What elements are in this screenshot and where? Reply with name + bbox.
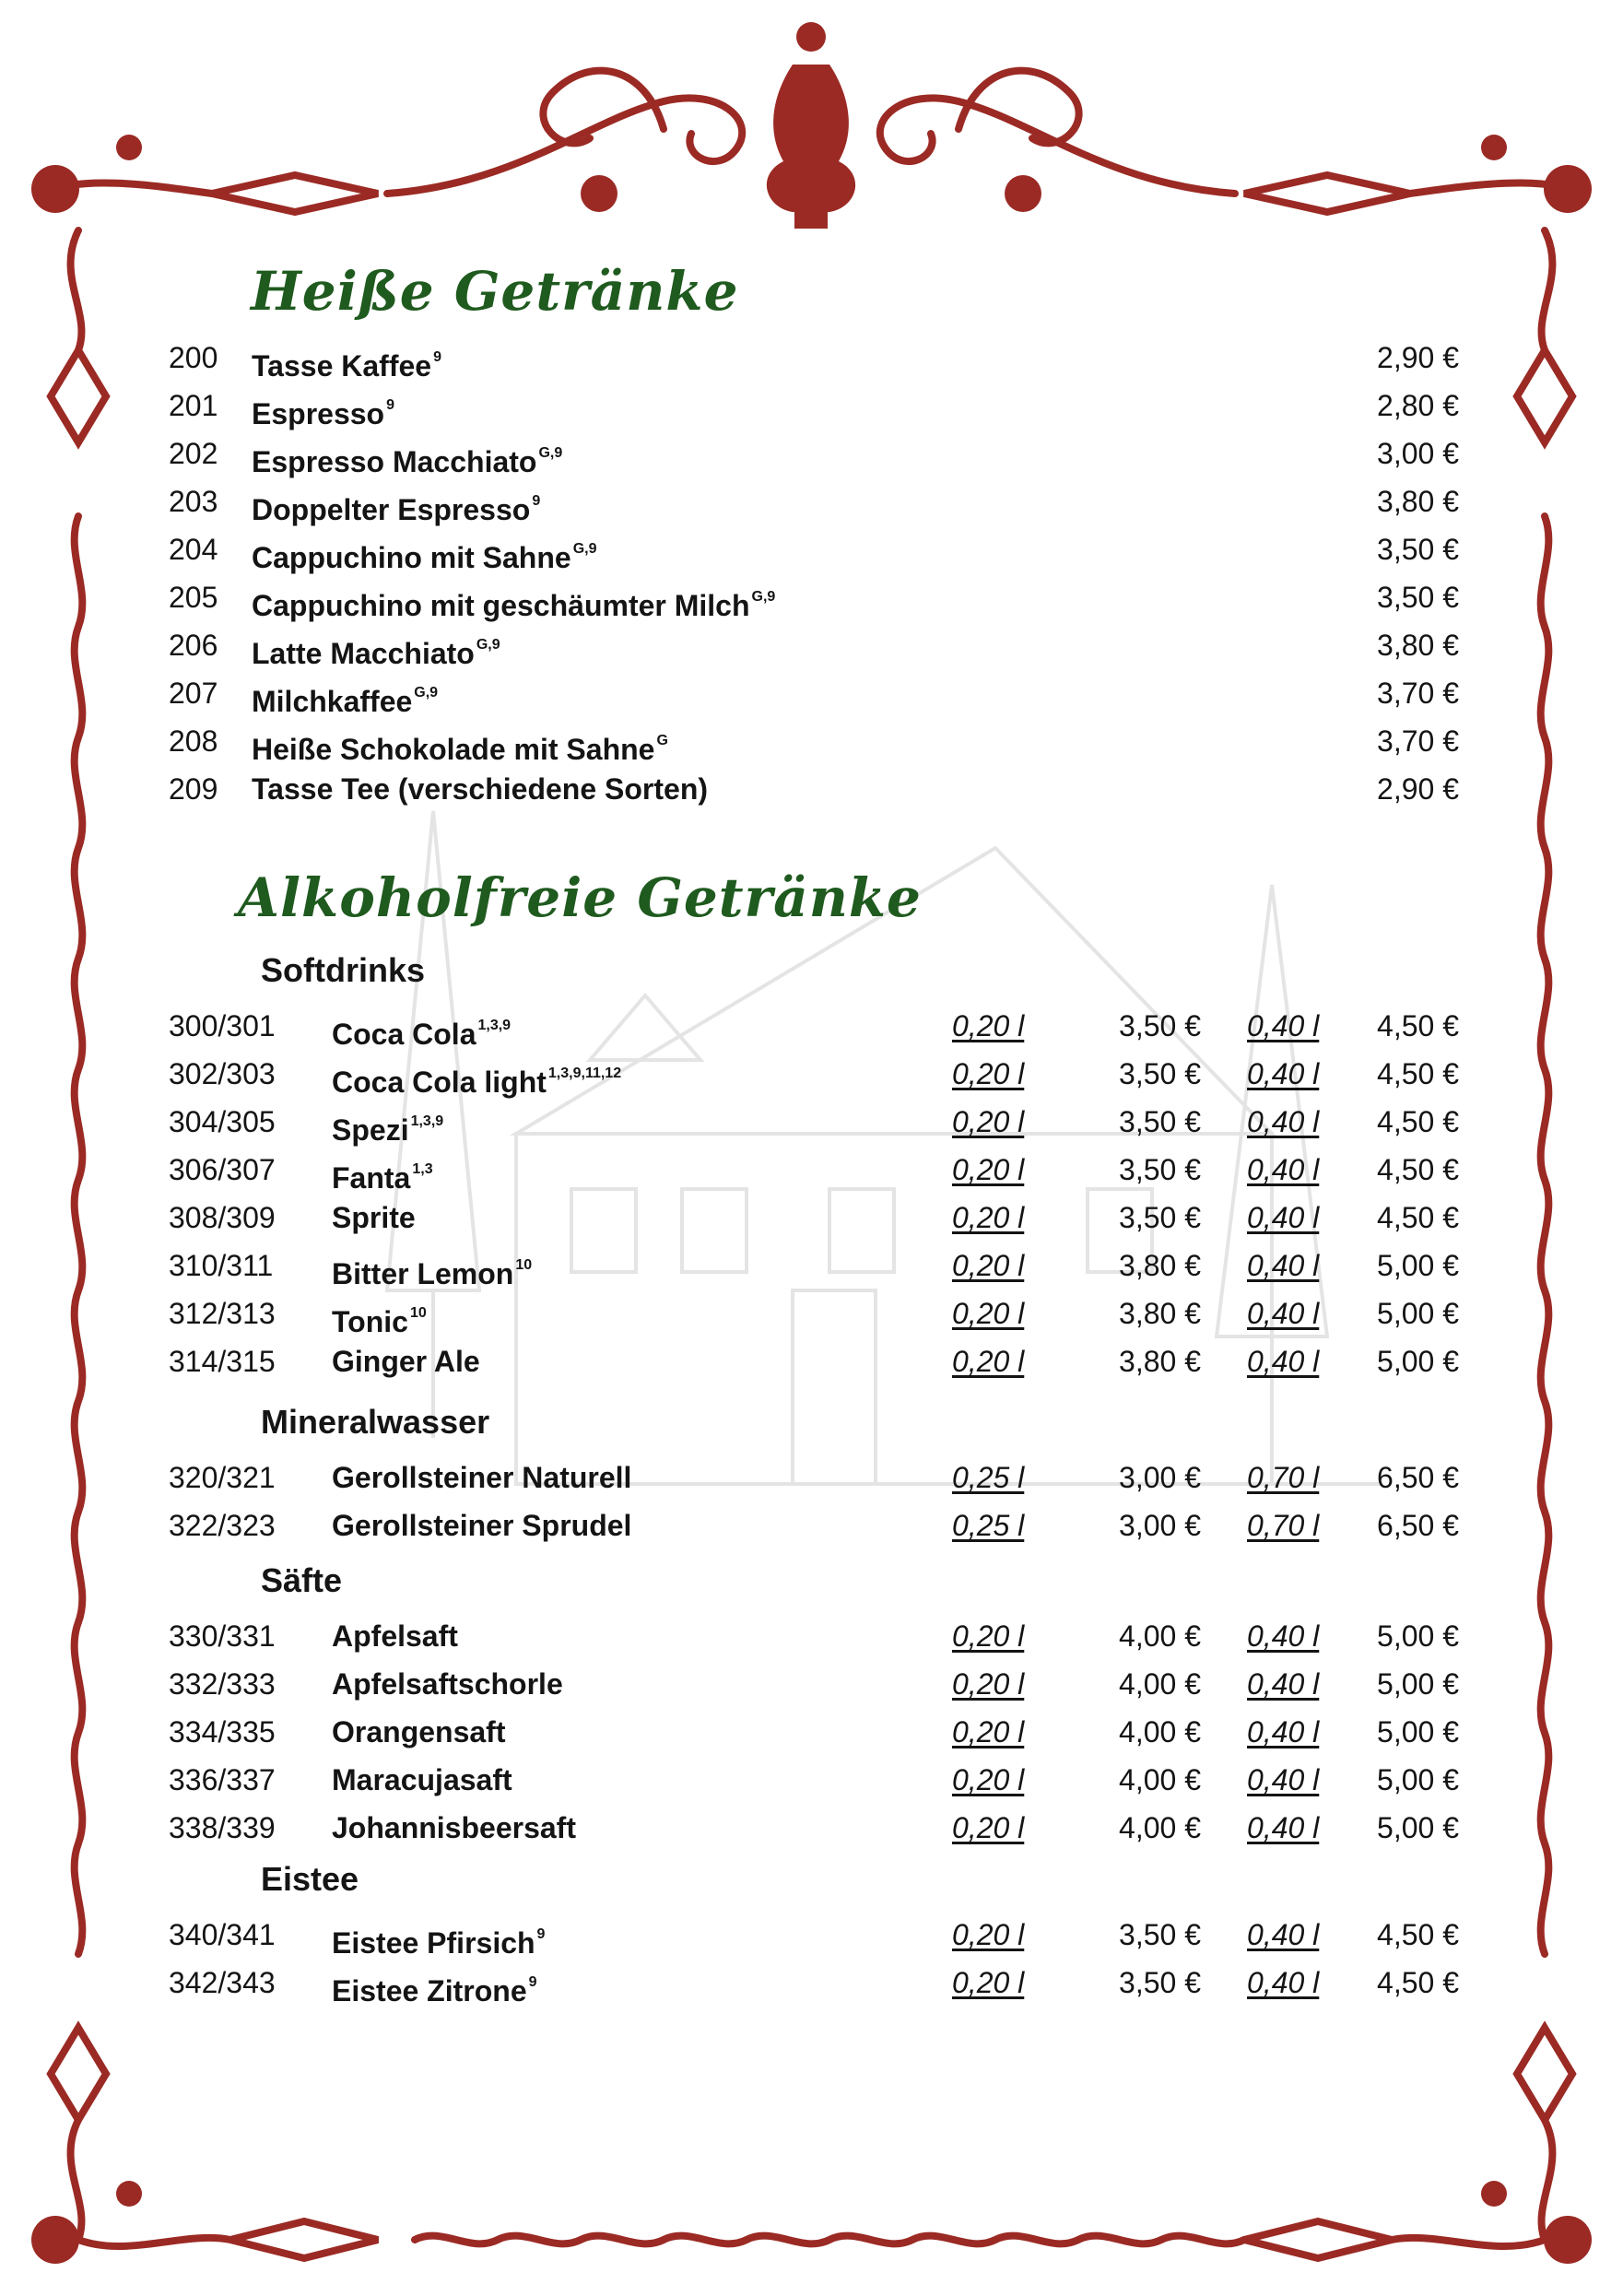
large-price: 4,50 € (1377, 1966, 1459, 1999)
large-price: 4,50 € (1377, 1153, 1459, 1186)
large-volume: 0,70 l (1247, 1461, 1320, 1494)
small-volume: 0,20 l (952, 1249, 1025, 1282)
item-price: 2,90 € (1377, 341, 1459, 374)
item-number: 308/309 (169, 1201, 276, 1234)
small-price: 3,50 € (1119, 1153, 1201, 1186)
item-name: Maracujasaft (332, 1763, 512, 1796)
item-number: 340/341 (169, 1918, 276, 1951)
large-volume: 0,40 l (1247, 1105, 1320, 1138)
drink-row (169, 1454, 1459, 1501)
item-number: 312/313 (169, 1297, 276, 1330)
small-volume: 0,25 l (952, 1461, 1025, 1494)
small-price: 3,80 € (1119, 1345, 1201, 1378)
drink-row (169, 1242, 1459, 1289)
allergen-footnote: 9 (386, 397, 394, 413)
item-number: 338/339 (169, 1811, 276, 1844)
small-volume: 0,20 l (952, 1105, 1025, 1138)
item-name: Heiße Schokolade mit Sahne $^G$ (252, 733, 668, 766)
drink-row (169, 1959, 1459, 2007)
large-volume: 0,40 l (1247, 1249, 1320, 1282)
item-price: 3,70 € (1377, 724, 1459, 758)
small-price: 4,00 € (1119, 1667, 1201, 1701)
hot-drink-row (169, 669, 1459, 717)
hot-drink-row (169, 717, 1459, 765)
allergen-footnote: 1,3,9 (410, 1113, 444, 1129)
large-price: 5,00 € (1377, 1249, 1459, 1282)
item-price: 2,80 € (1377, 389, 1459, 422)
large-price: 6,50 € (1377, 1461, 1459, 1494)
small-price: 3,50 € (1119, 1966, 1201, 1999)
soft-drinks-title: Alkoholfreie Getränke (238, 866, 922, 929)
small-volume: 0,20 l (952, 1057, 1025, 1090)
item-number: 203 (169, 485, 218, 518)
item-name: Coca Cola $^{1,3,9}$ (332, 1018, 512, 1051)
item-number: 209 (169, 772, 218, 806)
large-volume: 0,40 l (1247, 1966, 1320, 1999)
large-volume: 0,40 l (1247, 1619, 1320, 1653)
item-name: Cappuchino mit Sahne $^{G,9}$ (252, 541, 597, 574)
allergen-footnote: G,9 (751, 589, 776, 605)
drink-row (169, 1911, 1459, 1959)
item-name: Apfelsaftschorle (332, 1667, 563, 1701)
large-volume: 0,40 l (1247, 1918, 1320, 1951)
large-price: 5,00 € (1377, 1297, 1459, 1330)
item-number: 304/305 (169, 1105, 276, 1138)
hot-drink-row (169, 621, 1459, 669)
large-price: 4,50 € (1377, 1057, 1459, 1090)
item-name: Ginger Ale (332, 1345, 480, 1378)
allergen-footnote: G (656, 733, 668, 748)
allergen-footnote: G,9 (572, 541, 597, 557)
drink-row (169, 1660, 1459, 1708)
small-price: 3,50 € (1119, 1009, 1201, 1042)
item-name: Bitter Lemon $^{10}$ (332, 1257, 533, 1290)
large-volume: 0,40 l (1247, 1297, 1320, 1330)
item-number: 322/323 (169, 1509, 276, 1542)
item-name: Orangensaft (332, 1715, 506, 1748)
item-name: Coca Cola light $^{1,3,9,11,12}$ (332, 1066, 622, 1099)
small-price: 4,00 € (1119, 1619, 1201, 1653)
hot-drink-row (169, 525, 1459, 573)
item-number: 310/311 (169, 1249, 274, 1282)
item-number: 208 (169, 724, 218, 758)
small-volume: 0,20 l (952, 1966, 1025, 1999)
drink-row (169, 1146, 1459, 1194)
subsection-heading: Säfte (261, 1561, 343, 1599)
large-price: 5,00 € (1377, 1667, 1459, 1701)
item-number: 202 (169, 437, 218, 470)
large-volume: 0,40 l (1247, 1201, 1320, 1234)
hot-drink-row (169, 334, 1459, 382)
large-volume: 0,40 l (1247, 1153, 1320, 1186)
item-name: Gerollsteiner Sprudel (332, 1509, 632, 1542)
large-price: 4,50 € (1377, 1918, 1459, 1951)
drink-row (169, 1612, 1459, 1660)
item-number: 206 (169, 629, 218, 662)
large-price: 5,00 € (1377, 1619, 1459, 1653)
item-number: 204 (169, 533, 218, 566)
small-volume: 0,20 l (952, 1619, 1025, 1653)
item-name: Fanta $^{1,3}$ (332, 1161, 433, 1195)
item-price: 3,80 € (1377, 485, 1459, 518)
large-volume: 0,40 l (1247, 1345, 1320, 1378)
small-volume: 0,20 l (952, 1345, 1025, 1378)
large-price: 4,50 € (1377, 1201, 1459, 1234)
drink-row (169, 1501, 1459, 1549)
large-volume: 0,40 l (1247, 1715, 1320, 1748)
item-name: Eistee Zitrone $^9$ (332, 1974, 537, 2008)
small-volume: 0,20 l (952, 1811, 1025, 1844)
large-volume: 0,40 l (1247, 1009, 1320, 1042)
allergen-footnote: 9 (528, 1974, 537, 1990)
item-price: 3,00 € (1377, 437, 1459, 470)
item-price: 3,70 € (1377, 677, 1459, 710)
allergen-footnote: 10 (515, 1257, 533, 1273)
allergen-footnote: 9 (433, 349, 441, 365)
drink-row (169, 1098, 1459, 1146)
large-price: 5,00 € (1377, 1345, 1459, 1378)
drink-row (169, 1337, 1459, 1385)
drink-row (169, 1289, 1459, 1337)
item-number: 300/301 (169, 1009, 276, 1042)
drink-row (169, 1708, 1459, 1756)
hot-drink-row (169, 573, 1459, 621)
item-number: 332/333 (169, 1667, 276, 1701)
hot-drink-row (169, 477, 1459, 525)
allergen-footnote: 9 (536, 1926, 546, 1942)
item-number: 207 (169, 677, 218, 710)
drink-row (169, 1194, 1459, 1242)
small-volume: 0,20 l (952, 1918, 1025, 1951)
small-price: 3,50 € (1119, 1105, 1201, 1138)
small-volume: 0,25 l (952, 1509, 1025, 1542)
small-price: 3,00 € (1119, 1509, 1201, 1542)
small-volume: 0,20 l (952, 1763, 1025, 1796)
item-name: Johannisbeersaft (332, 1811, 576, 1844)
item-number: 200 (169, 341, 218, 374)
large-price: 5,00 € (1377, 1763, 1459, 1796)
item-name: Eistee Pfirsich $^9$ (332, 1926, 546, 1960)
allergen-footnote: 1,3 (412, 1161, 433, 1177)
allergen-footnote: G,9 (538, 445, 563, 461)
item-number: 306/307 (169, 1153, 276, 1186)
hot-drinks-title: Heiße Getränke (251, 260, 739, 323)
large-volume: 0,70 l (1247, 1509, 1320, 1542)
allergen-footnote: 9 (532, 493, 541, 509)
item-name: Gerollsteiner Naturell (332, 1461, 632, 1494)
item-name: Apfelsaft (332, 1619, 458, 1653)
allergen-footnote: G,9 (476, 637, 500, 653)
item-name: Cappuchino mit geschäumter Milch $^{G,9}$ (252, 589, 776, 622)
large-volume: 0,40 l (1247, 1057, 1320, 1090)
large-price: 5,00 € (1377, 1811, 1459, 1844)
small-volume: 0,20 l (952, 1667, 1025, 1701)
item-price: 3,50 € (1377, 581, 1459, 614)
item-name: Espresso Macchiato $^{G,9}$ (252, 445, 563, 478)
small-price: 3,50 € (1119, 1201, 1201, 1234)
small-volume: 0,20 l (952, 1297, 1025, 1330)
small-price: 3,00 € (1119, 1461, 1201, 1494)
item-price: 3,80 € (1377, 629, 1459, 662)
item-number: 314/315 (169, 1345, 276, 1378)
item-price: 2,90 € (1377, 772, 1459, 806)
hot-drink-row (169, 765, 1459, 813)
drink-row (169, 1756, 1459, 1804)
subsection-heading: Mineralwasser (261, 1403, 490, 1441)
item-number: 201 (169, 389, 218, 422)
item-number: 205 (169, 581, 218, 614)
small-volume: 0,20 l (952, 1715, 1025, 1748)
drink-row (169, 1804, 1459, 1852)
drink-row (169, 1002, 1459, 1050)
large-volume: 0,40 l (1247, 1667, 1320, 1701)
large-price: 5,00 € (1377, 1715, 1459, 1748)
hot-drink-row (169, 382, 1459, 430)
item-name: Doppelter Espresso $^9$ (252, 493, 541, 526)
large-price: 6,50 € (1377, 1509, 1459, 1542)
item-number: 336/337 (169, 1763, 276, 1796)
item-number: 342/343 (169, 1966, 276, 1999)
allergen-footnote: 1,3,9,11,12 (547, 1066, 622, 1081)
item-name: Milchkaffee $^{G,9}$ (252, 685, 439, 718)
item-number: 302/303 (169, 1057, 276, 1090)
subsection-heading: Eistee (261, 1860, 359, 1898)
small-price: 3,50 € (1119, 1057, 1201, 1090)
item-name: Latte Macchiato $^{G,9}$ (252, 637, 500, 670)
item-name: Sprite (332, 1201, 416, 1234)
item-number: 334/335 (169, 1715, 276, 1748)
item-name: Espresso $^9$ (252, 397, 394, 430)
small-price: 3,50 € (1119, 1918, 1201, 1951)
small-volume: 0,20 l (952, 1153, 1025, 1186)
drink-row (169, 1050, 1459, 1098)
item-number: 320/321 (169, 1461, 276, 1494)
small-price: 4,00 € (1119, 1715, 1201, 1748)
small-price: 4,00 € (1119, 1811, 1201, 1844)
item-name: Tasse Tee (verschiedene Sorten) (252, 772, 709, 806)
small-volume: 0,20 l (952, 1009, 1025, 1042)
small-price: 3,80 € (1119, 1249, 1201, 1282)
large-volume: 0,40 l (1247, 1811, 1320, 1844)
allergen-footnote: 1,3,9 (477, 1018, 512, 1033)
small-price: 4,00 € (1119, 1763, 1201, 1796)
item-number: 330/331 (169, 1619, 276, 1653)
large-volume: 0,40 l (1247, 1763, 1320, 1796)
item-name: Tonic $^{10}$ (332, 1305, 427, 1338)
allergen-footnote: G,9 (414, 685, 439, 701)
item-name: Tasse Kaffee $^9$ (252, 349, 441, 383)
subsection-heading: Softdrinks (261, 951, 426, 989)
large-price: 4,50 € (1377, 1009, 1459, 1042)
small-volume: 0,20 l (952, 1201, 1025, 1234)
small-price: 3,80 € (1119, 1297, 1201, 1330)
allergen-footnote: 10 (409, 1305, 427, 1321)
large-price: 4,50 € (1377, 1105, 1459, 1138)
item-name: Spezi $^{1,3,9}$ (332, 1113, 444, 1147)
item-price: 3,50 € (1377, 533, 1459, 566)
hot-drink-row (169, 430, 1459, 477)
